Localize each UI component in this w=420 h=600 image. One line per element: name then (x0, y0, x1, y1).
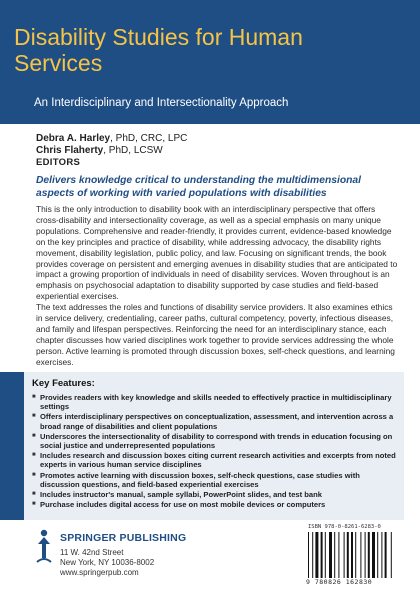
feature-text: Purchase includes digital access for use on most mobile devices or computers (40, 500, 326, 510)
springer-logo-icon (34, 528, 54, 568)
description-paragraph: This is the only introduction to disability book with an interdisciplinary perspective that offers cross-disability and intersectionality coverage, as well as a special emphasis on many unique populations. Comprehensive and reader-friendly, it provides current, evidence-based knowledge on the key principles and practice of disability, while addressing advocacy, the disability rights movement, disability legislation, public policy, and law. Focusing on significant trends, the book provides coverage on persistent and emerging avenues in disability studies that are anticipated to impact a growing proportion of individuals in need of disability services. Woven throughout is an emphasis on psychosocial adaptation to disability supported by case studies and field-based experiential exercises. (36, 204, 398, 302)
feature-text: Provides readers with key knowledge and skills needed to effectively practice in multidisciplinary settings (40, 393, 392, 412)
author-credentials: , PhD, LCSW (103, 145, 163, 156)
feature-item (32, 490, 396, 499)
feature-item (32, 412, 396, 430)
isbn-digits: 9 780826 162830 (306, 578, 373, 586)
key-features-list (32, 393, 396, 509)
feature-item (32, 451, 396, 469)
key-features-title: Key Features: (32, 378, 95, 389)
isbn-label: ISBN 978-0-8261-6283-0 (308, 524, 381, 530)
cover-header (0, 0, 420, 124)
feature-item (32, 432, 396, 450)
tagline: Delivers knowledge critical to understanding the multidimensional aspects of working with varied populations with disabilities (36, 175, 361, 199)
key-features-box (0, 372, 404, 520)
author-credentials: , PhD, CRC, LPC (110, 133, 188, 144)
publisher-street: 11 W. 42nd Street (60, 548, 124, 557)
barcode-icon (308, 532, 400, 578)
feature-text: Promotes active learning with discussion boxes, self-check questions, case studies with discussion questions, and field-based experiential exercises (40, 470, 360, 489)
square-bullet-icon: ■ (32, 394, 36, 400)
author-line (36, 133, 396, 145)
feature-text: Includes instructor's manual, sample syllabi, PowerPoint slides, and test bank (40, 490, 323, 500)
square-bullet-icon: ■ (32, 432, 36, 439)
publisher-url: www.springerpub.com (60, 568, 139, 577)
square-bullet-icon: ■ (32, 452, 36, 459)
square-bullet-icon: ■ (32, 501, 36, 508)
feature-text: Offers interdisciplinary perspectives on conceptualization, assessment, and intervention across a broad range of disabilities and client populations (40, 412, 394, 431)
square-bullet-icon: ■ (32, 471, 36, 478)
book-title: Disability Studies for Human Services (14, 24, 303, 76)
publisher-city: New York, NY 10036-8002 (60, 558, 155, 567)
feature-item (32, 471, 396, 489)
isbn-barcode-block (302, 522, 406, 592)
editors-block (36, 133, 396, 169)
square-bullet-icon: ■ (32, 491, 36, 498)
feature-text: Includes research and discussion boxes citing current research activities and excerpts from noted experts in various human service disciplines (40, 451, 396, 470)
publisher-name: SPRINGER PUBLISHING (60, 532, 187, 544)
publisher-block (34, 528, 234, 592)
author-name: Debra A. Harley (36, 133, 111, 144)
square-bullet-icon: ■ (32, 413, 36, 420)
author-line (36, 145, 396, 157)
feature-text: Underscores the intersectionality of disability to correspond with trends in education focusing on social justice and underrepresented populations (40, 431, 393, 451)
description-paragraph: The text addresses the roles and functions of disability service providers. It also examines ethics in service delivery, credentialing, career paths, cultural competency, poverty, infectious diseases, and family and lifespan perspectives. Reinforcing the need for an interdisciplinary stance, each chapter discusses how varied disciplines work together to provide services addressing the whole person. Active learning is promoted through discussion boxes, self-check questions, and learning exercises. (36, 302, 395, 367)
author-name: Chris Flaherty (36, 145, 104, 156)
feature-item (32, 393, 396, 411)
editors-label: EDITORS (36, 157, 81, 168)
feature-item (32, 500, 396, 509)
book-subtitle: An Interdisciplinary and Intersectionality Approach (34, 97, 289, 109)
